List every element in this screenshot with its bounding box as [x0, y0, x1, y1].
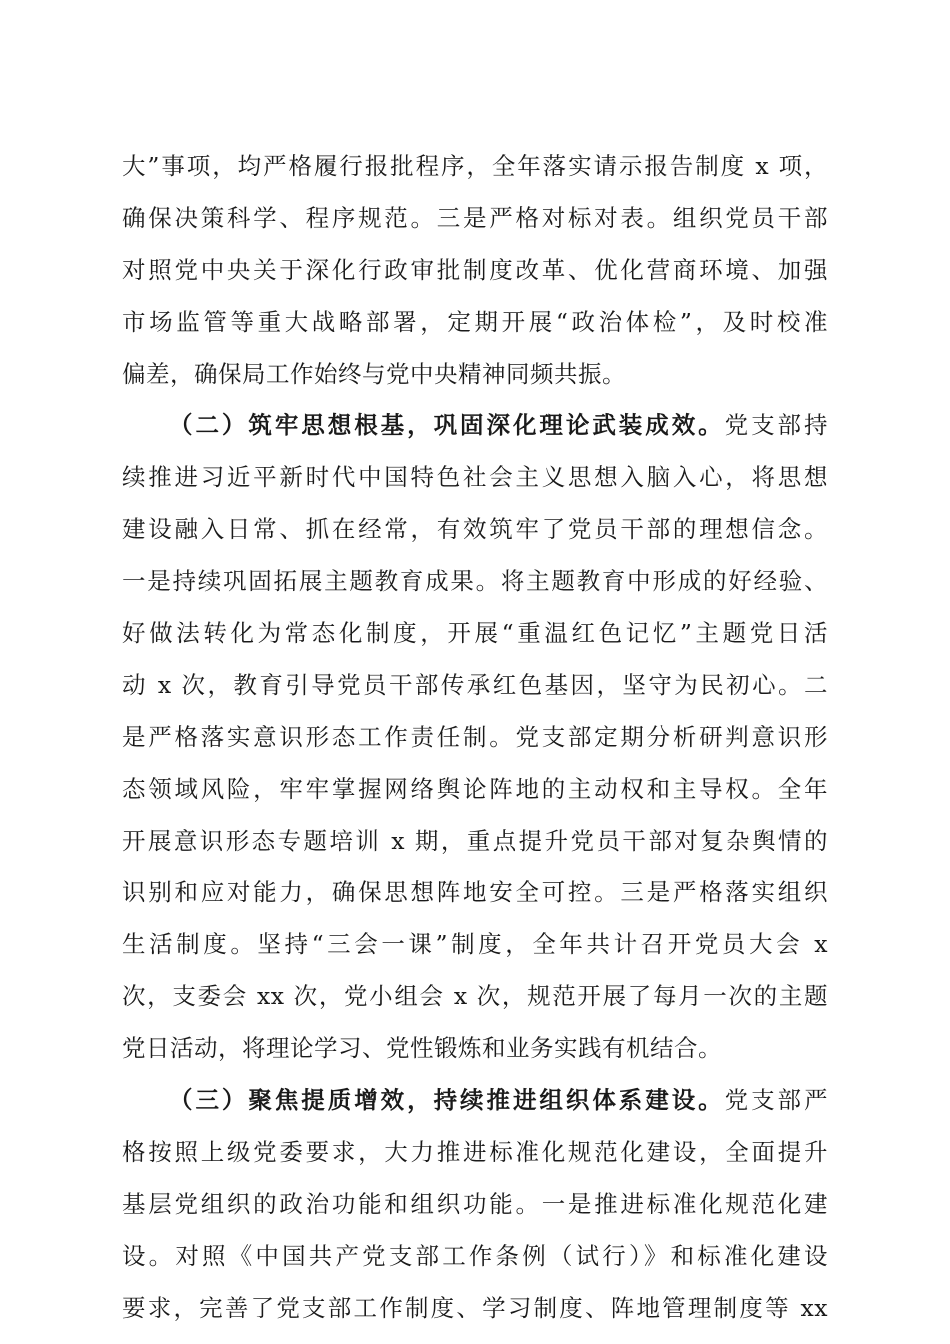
text-line: 次，支委会 xx 次，党小组会 x 次，规范开展了每月一次的主题 — [122, 982, 828, 1011]
text-line: 大”事项，均严格履行报批程序，全年落实请示报告制度 x 项， — [122, 152, 828, 180]
text-line: 设。对照《中国共产党支部工作条例（试行）》和标准化建设 — [122, 1241, 828, 1270]
text-line: 动 x 次，教育引导党员干部传承红色基因，坚守为民初心。二 — [122, 670, 828, 699]
text-line: 格按照上级党委要求，大力推进标准化规范化建设，全面提升 — [122, 1137, 828, 1166]
heading-tail-text: 党支部持 — [724, 411, 828, 440]
text-line: 续推进习近平新时代中国特色社会主义思想入脑入心，将思想 — [122, 463, 828, 492]
text-line: 对照党中央关于深化行政审批制度改革、优化营商环境、加强 — [122, 255, 828, 284]
heading-tail-text: 党支部严 — [724, 1086, 828, 1115]
text-line: 一是持续巩固拓展主题教育成果。将主题教育中形成的好经验、 — [122, 567, 828, 596]
text-line: 建设融入日常、抓在经常，有效筑牢了党员干部的理想信念。 — [122, 515, 828, 544]
text-line: 识别和应对能力，确保思想阵地安全可控。三是严格落实组织 — [122, 878, 828, 907]
text-line: 基层党组织的政治功能和组织功能。一是推进标准化规范化建 — [122, 1189, 828, 1218]
text-line: 市场监管等重大战略部署，定期开展“政治体检”，及时校准 — [122, 307, 828, 336]
text-line: 偏差，确保局工作始终与党中央精神同频共振。 — [122, 359, 626, 388]
section-heading: （三）聚焦提质增效，持续推进组织体系建设。 — [169, 1086, 725, 1115]
section-heading: （二）筑牢思想根基，巩固深化理论武装成效。 — [169, 411, 725, 440]
text-line: 要求，完善了党支部工作制度、学习制度、阵地管理制度等 xx — [122, 1293, 828, 1322]
text-line: 是严格落实意识形态工作责任制。党支部定期分析研判意识形 — [122, 722, 828, 751]
text-line: 好做法转化为常态化制度，开展“重温红色记忆”主题党日活 — [122, 619, 828, 648]
text-line: 开展意识形态专题培训 x 期，重点提升党员干部对复杂舆情的 — [122, 826, 828, 855]
document-body — [122, 141, 828, 1334]
text-line: 党日活动，将理论学习、党性锻炼和业务实践有机结合。 — [122, 1034, 722, 1063]
section-heading-line — [122, 1075, 828, 1127]
text-line: 生活制度。坚持“三会一课”制度，全年共计召开党员大会 x — [122, 930, 828, 959]
section-heading-line — [122, 400, 828, 452]
text-line: 态领域风险，牢牢掌握网络舆论阵地的主动权和主导权。全年 — [122, 774, 828, 803]
text-line: 确保决策科学、程序规范。三是严格对标对表。组织党员干部 — [122, 203, 828, 232]
